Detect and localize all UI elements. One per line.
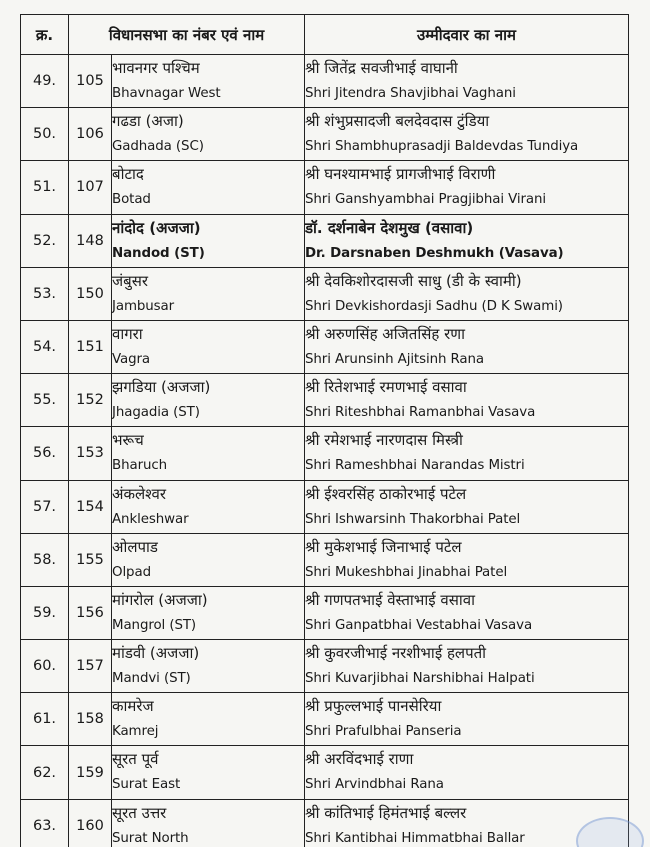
constituency-name-hindi: अंकलेश्वर <box>112 484 167 503</box>
table-row <box>21 799 629 847</box>
candidate-name-hindi: श्री अरविंदभाई राणा <box>305 750 414 769</box>
candidate-name-english: Shri Kuvarjibhai Narshibhai Halpati <box>305 671 535 687</box>
candidate-name <box>305 214 629 267</box>
constituency-name-hindi: गढडा (अजा) <box>112 112 184 131</box>
serial-number: 60. <box>21 640 69 693</box>
serial-number: 54. <box>21 320 69 373</box>
constituency-name-english: Mandvi (ST) <box>112 671 191 687</box>
serial-number: 59. <box>21 586 69 639</box>
constituency-name-hindi: जंबुसर <box>112 271 148 290</box>
constituency-name-english: Jambusar <box>112 298 175 314</box>
constituency-number: 155 <box>69 533 112 586</box>
constituency-name <box>112 161 305 214</box>
candidate-name <box>305 267 629 320</box>
candidate-name-hindi: श्री कुवरजीभाई नरशीभाई हलपती <box>305 644 487 663</box>
table-row <box>21 320 629 373</box>
table-row <box>21 108 629 161</box>
serial-number: 62. <box>21 746 69 799</box>
candidate-name-hindi: श्री अरुणसिंह अजितसिंह रणा <box>305 324 465 343</box>
serial-number: 49. <box>21 55 69 108</box>
candidate-name <box>305 533 629 586</box>
constituency-name-hindi: वागरा <box>112 324 143 343</box>
constituency-number: 148 <box>69 214 112 267</box>
constituency-number: 156 <box>69 586 112 639</box>
constituency-name <box>112 108 305 161</box>
table-row <box>21 746 629 799</box>
candidate-name-hindi: श्री शंभुप्रसादजी बलदेवदास टुंडिया <box>305 112 490 131</box>
table-row <box>21 374 629 427</box>
constituency-name-hindi: झगडिया (अजजा) <box>112 378 211 397</box>
constituency-name-english: Ankleshwar <box>112 511 189 527</box>
candidate-name-english: Dr. Darsnaben Deshmukh (Vasava) <box>305 245 564 261</box>
table-header <box>21 15 629 55</box>
serial-number: 52. <box>21 214 69 267</box>
constituency-name-hindi: सूरत उत्तर <box>112 803 167 822</box>
constituency-number: 159 <box>69 746 112 799</box>
constituency-name-english: Bharuch <box>112 458 168 474</box>
candidate-name <box>305 640 629 693</box>
table-row <box>21 267 629 320</box>
candidate-name-hindi: डॉ. दर्शनाबेन देशमुख (वसावा) <box>305 218 474 237</box>
constituency-name-english: Gadhada (SC) <box>112 139 204 155</box>
candidate-name-hindi: श्री घनश्यामभाई प्रागजीभाई विराणी <box>305 165 496 184</box>
constituency-number: 154 <box>69 480 112 533</box>
constituency-name <box>112 586 305 639</box>
table-row <box>21 161 629 214</box>
constituency-number: 150 <box>69 267 112 320</box>
constituency-name <box>112 374 305 427</box>
table-row <box>21 480 629 533</box>
constituency-name <box>112 427 305 480</box>
constituency-name-english: Botad <box>112 192 151 208</box>
candidate-name <box>305 746 629 799</box>
constituency-name-english: Bhavnagar West <box>112 86 221 101</box>
constituency-name <box>112 799 305 847</box>
candidate-name-english: Shri Shambhuprasadji Baldevdas Tundiya <box>305 139 579 155</box>
constituency-name-hindi: कामरेज <box>112 697 154 716</box>
constituency-name-english: Mangrol (ST) <box>112 617 197 633</box>
constituency-name-hindi: सूरत पूर्व <box>112 750 159 769</box>
constituency-name <box>112 693 305 746</box>
table-row <box>21 55 629 108</box>
constituency-name-hindi: ओलपाड <box>112 537 158 556</box>
serial-number: 51. <box>21 161 69 214</box>
constituency-name <box>112 480 305 533</box>
candidate-table <box>20 14 629 847</box>
constituency-name-english: Jhagadia (ST) <box>112 405 200 421</box>
constituency-name-english: Surat East <box>112 777 181 793</box>
serial-number: 57. <box>21 480 69 533</box>
table-row <box>21 427 629 480</box>
candidate-name-hindi: श्री रमेशभाई नारणदास मिस्त्री <box>305 431 463 450</box>
candidate-name <box>305 480 629 533</box>
header-serial-number: क्र. <box>21 15 69 55</box>
constituency-number: 153 <box>69 427 112 480</box>
serial-number: 53. <box>21 267 69 320</box>
constituency-number: 105 <box>69 55 112 108</box>
constituency-number: 151 <box>69 320 112 373</box>
candidate-name <box>305 427 629 480</box>
constituency-name-hindi: मांडवी (अजजा) <box>112 644 200 663</box>
candidate-name-hindi: श्री मुकेशभाई जिनाभाई पटेल <box>305 537 462 556</box>
constituency-name-hindi: बोटाद <box>112 165 144 184</box>
constituency-name-hindi: भावनगर पश्चिम <box>112 59 200 77</box>
constituency-name <box>112 320 305 373</box>
constituency-name-hindi: मांगरोल (अजजा) <box>112 590 208 609</box>
candidate-name <box>305 108 629 161</box>
table-row <box>21 693 629 746</box>
serial-number: 61. <box>21 693 69 746</box>
table-row <box>21 214 629 267</box>
constituency-number: 106 <box>69 108 112 161</box>
candidate-name-english: Shri Ganshyambhai Pragjibhai Virani <box>305 192 547 208</box>
constituency-name <box>112 640 305 693</box>
constituency-number: 158 <box>69 693 112 746</box>
constituency-name-english: Surat North <box>112 830 189 846</box>
candidate-name-hindi: श्री प्रफुल्लभाई पानसेरिया <box>305 697 442 716</box>
candidate-name-english: Shri Riteshbhai Ramanbhai Vasava <box>305 405 536 421</box>
candidate-name-english: Shri Arvindbhai Rana <box>305 777 444 793</box>
constituency-name <box>112 533 305 586</box>
candidate-name <box>305 374 629 427</box>
table-row <box>21 640 629 693</box>
candidate-name-english: Shri Ganpatbhai Vestabhai Vasava <box>305 617 533 633</box>
constituency-number: 157 <box>69 640 112 693</box>
candidate-name <box>305 320 629 373</box>
candidate-name-english: Shri Kantibhai Himmatbhai Ballar <box>305 830 525 846</box>
table-row <box>21 586 629 639</box>
candidate-name <box>305 161 629 214</box>
constituency-number: 107 <box>69 161 112 214</box>
constituency-name <box>112 746 305 799</box>
constituency-name-hindi: नांदोद (अजजा) <box>112 218 201 237</box>
constituency-number: 152 <box>69 374 112 427</box>
constituency-number: 160 <box>69 799 112 847</box>
serial-number: 55. <box>21 374 69 427</box>
constituency-name <box>112 267 305 320</box>
candidate-name <box>305 586 629 639</box>
serial-number: 56. <box>21 427 69 480</box>
candidate-name <box>305 693 629 746</box>
candidate-name-hindi: श्री जितेंद्र सवजीभाई वाघानी <box>305 59 458 77</box>
candidate-name-english: Shri Ishwarsinh Thakorbhai Patel <box>305 511 521 527</box>
candidate-name-hindi: श्री कांतिभाई हिमंतभाई बल्लर <box>305 803 467 822</box>
constituency-name-english: Kamrej <box>112 724 159 740</box>
candidate-name-english: Shri Mukeshbhai Jinabhai Patel <box>305 564 508 580</box>
candidate-name-english: Shri Arunsinh Ajitsinh Rana <box>305 351 485 367</box>
candidate-name-hindi: श्री देवकिशोरदासजी साधु (डी के स्वामी) <box>305 271 522 290</box>
candidate-name-english: Shri Rameshbhai Narandas Mistri <box>305 458 525 474</box>
constituency-name <box>112 214 305 267</box>
header-candidate-name: उम्मीदवार का नाम <box>305 15 629 55</box>
serial-number: 58. <box>21 533 69 586</box>
table-row <box>21 533 629 586</box>
constituency-name-english: Nandod (ST) <box>112 245 205 261</box>
candidate-name-english: Shri Jitendra Shavjibhai Vaghani <box>305 86 516 101</box>
candidate-name-hindi: श्री गणपतभाई वेस्ताभाई वसावा <box>305 590 475 609</box>
table-body <box>21 55 629 847</box>
constituency-name-english: Olpad <box>112 564 151 580</box>
serial-number: 63. <box>21 799 69 847</box>
constituency-name-english: Vagra <box>112 351 151 367</box>
candidate-name-english: Shri Devkishordasji Sadhu (D K Swami) <box>305 298 563 314</box>
header-constituency: विधानसभा का नंबर एवं नाम <box>69 15 305 55</box>
serial-number: 50. <box>21 108 69 161</box>
candidate-name-hindi: श्री ईश्वरसिंह ठाकोरभाई पटेल <box>305 484 467 503</box>
constituency-name <box>112 55 305 108</box>
candidate-name <box>305 55 629 108</box>
constituency-name-hindi: भरूच <box>112 431 144 450</box>
candidate-name-english: Shri Prafulbhai Panseria <box>305 724 462 740</box>
candidate-name-hindi: श्री रितेशभाई रमणभाई वसावा <box>305 378 467 397</box>
